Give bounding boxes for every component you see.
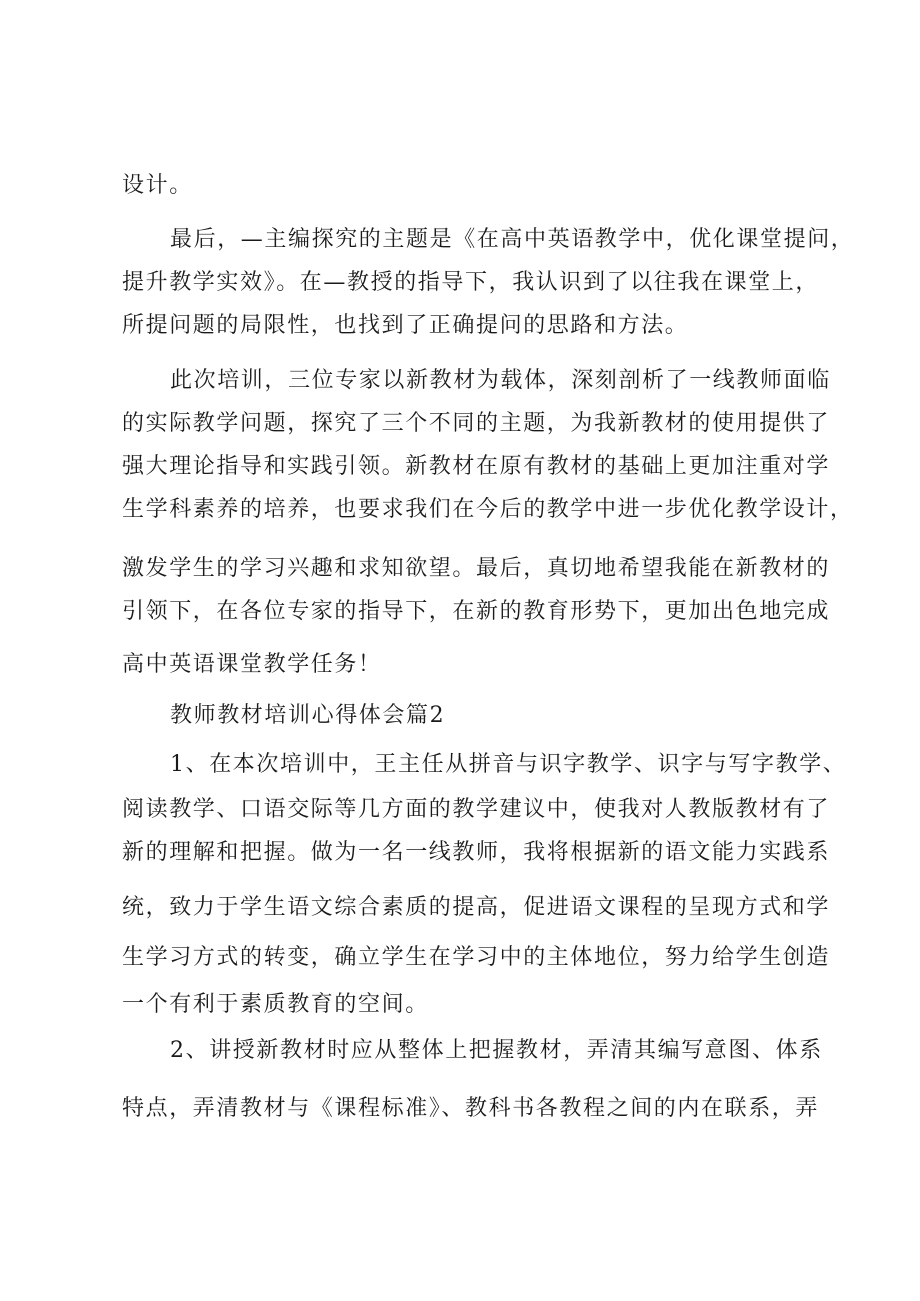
text-line: 设计。: [122, 173, 193, 198]
text-line: 最后，—主编探究的主题是《在高中英语教学中，优化课堂提问，: [170, 227, 855, 252]
text-line: 新的理解和把握。做为一名一线教师，我将根据新的语文能力实践系: [122, 840, 831, 865]
text-line: 2、讲授新教材时应从整体上把握教材，弄清其编写意图、体系: [170, 1038, 823, 1063]
text-line: 生学科素养的培养，也要求我们在今后的教学中进一步优化教学设计，: [122, 497, 854, 522]
section-heading: 教师教材培训心得体会篇2: [170, 703, 446, 728]
text-line: 阅读教学、口语交际等几方面的教学建议中，使我对人教版教材有了: [122, 797, 831, 822]
text-line: 高中英语课堂教学任务！: [122, 652, 382, 677]
text-line: 强大理论指导和实践引领。新教材在原有教材的基础上更加注重对学: [122, 454, 831, 479]
text-line: 特点，弄清教材与《课程标准》、教科书各教程之间的内在联系，弄: [122, 1096, 820, 1121]
text-line: 引领下，在各位专家的指导下，在新的教育形势下，更加出色地完成: [122, 599, 831, 624]
text-line: 此次培训，三位专家以新教材为载体，深刻剖析了一线教师面临: [170, 368, 831, 393]
text-line: 一个有利于素质教育的空间。: [122, 992, 429, 1017]
text-line: 所提问题的局限性，也找到了正确提问的思路和方法。: [122, 313, 689, 338]
text-line: 1、在本次培训中，王主任从拼音与识字教学、识字与写字教学、: [170, 752, 847, 777]
text-line: 生学习方式的转变，确立学生在学习中的主体地位，努力给学生创造: [122, 945, 831, 970]
text-line: 的实际教学问题，探究了三个不同的主题，为我新教材的使用提供了: [122, 411, 831, 436]
text-line: 统，致力于学生语文综合素质的提高，促进语文课程的呈现方式和学: [122, 895, 831, 920]
text-line: 激发学生的学习兴趣和求知欲望。最后，真切地希望我能在新教材的: [122, 556, 831, 581]
text-line: 提升教学实效》。在—教授的指导下，我认识到了以往我在课堂上，: [122, 270, 820, 295]
